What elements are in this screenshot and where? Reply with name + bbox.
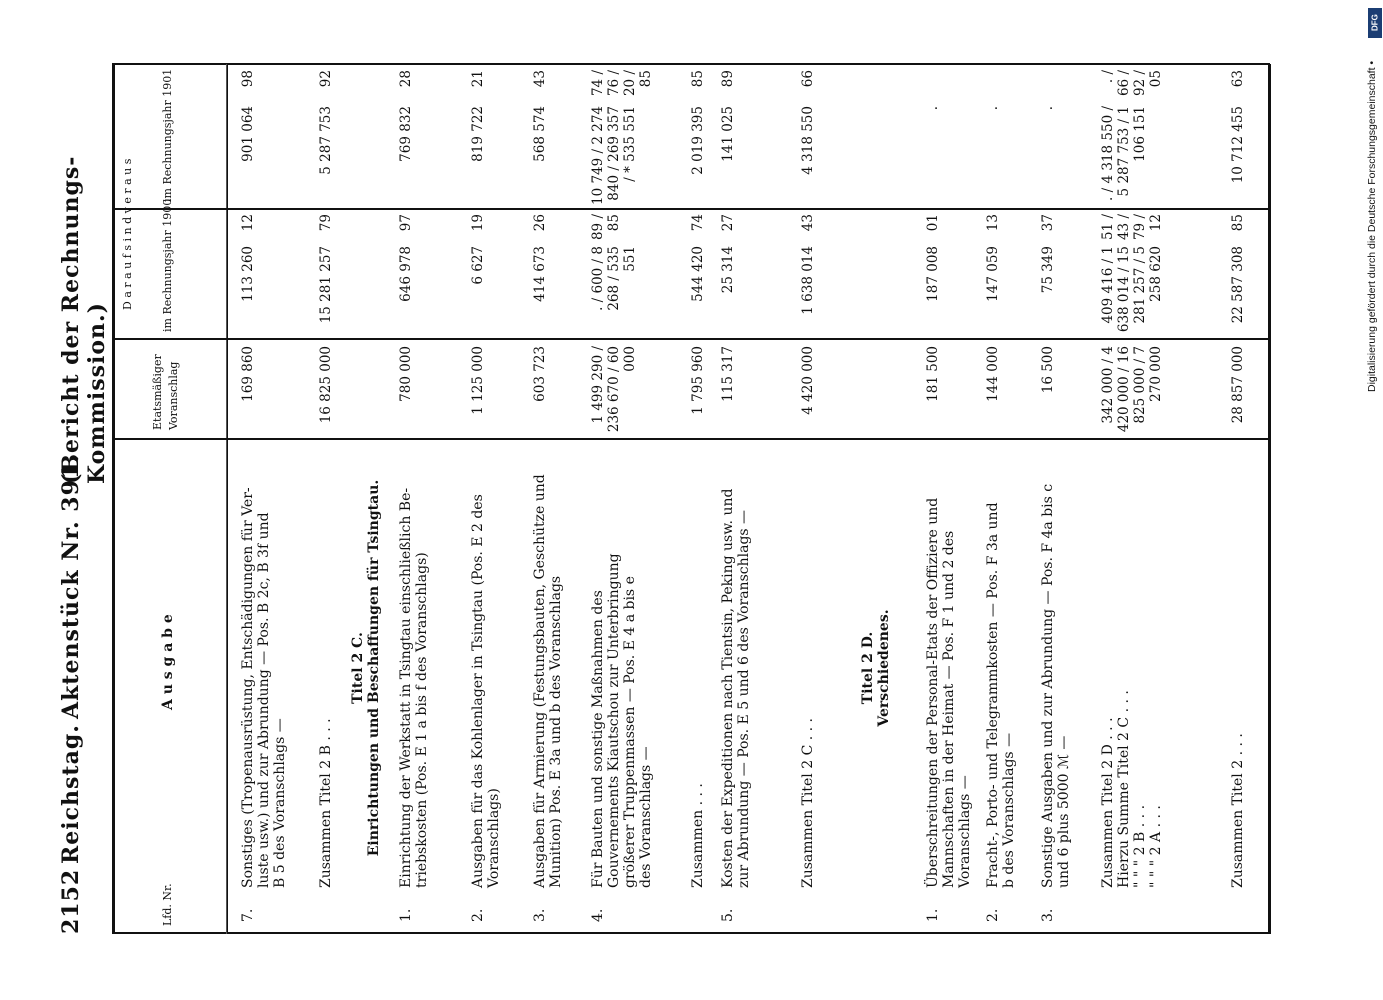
value-1901-mark: . / 4 318 550 / 5 287 753 / 1 106 151 (1100, 106, 1148, 201)
digitization-note: Digitalisierung gefördert durch die Deutsche Forschungsgemeinschaft • (1366, 60, 1378, 392)
col-sep-etat (112, 338, 1270, 340)
row-description (532, 448, 564, 888)
value-1900-mark: 1 638 014 (800, 246, 816, 315)
value-1900-pf: 79 (318, 214, 334, 232)
value-1901-mark: 141 025 (720, 106, 736, 162)
value-1901-pf: 66 (800, 70, 816, 88)
value-1900-mark: 646 978 (398, 246, 414, 302)
value-1901-mark: . (985, 106, 1001, 111)
page-header (58, 64, 110, 934)
description-line: größerer Truppenmassen — Pos. E 4 a bis e (622, 576, 638, 888)
value-1901-pf: 98 (240, 70, 256, 88)
value-1900-pf: 51 / 43 / 79 / 12 (1100, 214, 1164, 241)
value-1901-pf: 85 (690, 70, 706, 88)
row-number: 2. (470, 908, 486, 922)
etat-value: 1 795 960 (690, 346, 706, 415)
value-1900-mark: 544 420 (690, 246, 706, 302)
value-1901-mark: 5 287 753 (318, 106, 334, 175)
description-line: Gouvernements Kiautschou zur Unterbringung (606, 553, 622, 888)
etat-value: 16 825 000 (318, 346, 334, 424)
row-description (1100, 448, 1164, 888)
value-1900-mark: 6 627 (470, 246, 486, 285)
value-1901-pf: 74 / 76 / 20 / 85 (590, 70, 654, 97)
etat-value: 28 857 000 (1230, 346, 1246, 424)
description-line: Zusammen . . . (690, 783, 706, 888)
row-description (720, 448, 752, 888)
row-number: 2. (985, 908, 1001, 922)
value-1900-mark: 147 059 (985, 246, 1001, 302)
value-1900-pf: 97 (398, 214, 414, 232)
value-1901-mark: 568 574 (532, 106, 548, 162)
etat-value: 1 499 290 / 236 670 / 60 000 (590, 346, 638, 433)
col-header-darauf: D a r a u f s i n d v e r a u s (121, 158, 134, 310)
description-line: Ausgaben für Armierung (Festungsbauten, Geschütze und (532, 474, 548, 888)
value-1900-pf: 01 (925, 214, 941, 232)
row-description (985, 448, 1017, 888)
value-1901-mark: 4 318 550 (800, 106, 816, 175)
value-1900-pf: 19 (470, 214, 486, 232)
description-line: Verschiedenes. (876, 609, 892, 727)
value-1900-pf: 89 / 85 (590, 214, 622, 241)
row-description (398, 448, 430, 888)
col-header-1900: im Rechnungsjahr 1900 (161, 198, 174, 332)
description-line: triebskosten (Pos. E 1 a bis f des Voranschlags) (414, 552, 430, 888)
value-1900-mark: 75 349 (1040, 246, 1056, 294)
description-line: Zusammen Titel 2 D . . . (1100, 717, 1116, 888)
value-1901-pf: . / 66 / 92 / 05 (1100, 70, 1164, 97)
description-line: Für Bauten und sonstige Maßnahmen des (590, 590, 606, 888)
description-line: " " " 2 B . . . (1132, 804, 1148, 888)
value-1901-pf: 43 (532, 70, 548, 88)
col-sep-nr (226, 64, 227, 934)
etat-value: 181 500 (925, 346, 941, 402)
etat-value: 1 125 000 (470, 346, 486, 415)
description-line: des Voranschlags — (638, 746, 654, 888)
description-line: luste usw.) und zur Abrundung — Pos. B 2c, B 3f und (256, 512, 272, 888)
etat-value: 16 500 (1040, 346, 1056, 394)
row-description (240, 448, 288, 888)
value-1900-pf: 13 (985, 214, 1001, 232)
table-bottom-rule (1268, 64, 1271, 934)
value-1900-pf: 85 (1230, 214, 1246, 232)
value-1900-mark: . / 600 / 8 268 / 535 551 (590, 246, 638, 311)
value-1900-pf: 26 (532, 214, 548, 232)
value-1901-pf: 21 (470, 70, 486, 88)
col-header-etat: Etatsmäßiger Voranschlag (151, 354, 180, 430)
description-line: Mannschaften in der Heimat — Pos. F 1 und 2 des (941, 530, 957, 888)
value-1900-pf: 74 (690, 214, 706, 232)
description-line: " " " 2 A . . . (1148, 805, 1164, 888)
description-line: Voranschlags — (957, 775, 973, 888)
description-line: Fracht-, Porto- und Telegrammkosten — Pos. F 3a und (985, 502, 1001, 888)
value-1900-mark: 187 008 (925, 246, 941, 302)
value-1901-mark: 819 722 (470, 106, 486, 162)
row-description (800, 448, 816, 888)
row-description (690, 448, 706, 888)
row-number: 3. (532, 908, 548, 922)
value-1901-mark: 769 832 (398, 106, 414, 162)
description-line: Titel 2 D. (860, 631, 876, 705)
col-sep-1900 (112, 208, 1270, 210)
row-description (350, 448, 382, 888)
table-top-rule (112, 64, 115, 934)
value-1900-pf: 43 (800, 214, 816, 232)
row-number: 1. (925, 908, 941, 922)
header-document: Aktenstück Nr. 391. (58, 454, 84, 719)
etat-value: 4 420 000 (800, 346, 816, 415)
description-line: Sonstige Ausgaben und zur Abrundung — Pos. F 4a bis c (1040, 483, 1056, 888)
description-line: Einrichtungen und Beschaffungen für Tsingtau. (366, 479, 382, 857)
description-line: Zusammen Titel 2 B . . . (318, 718, 334, 888)
row-number: 1. (398, 908, 414, 922)
description-line: B 5 des Voranschlags — (272, 718, 288, 888)
page-number: 2152 (58, 868, 84, 934)
description-line: Kosten der Expeditionen nach Tientsin, Peking usw. und (720, 488, 736, 888)
value-1901-pf: 28 (398, 70, 414, 88)
row-description (470, 448, 502, 888)
col-sep-ausgabe (112, 438, 1270, 440)
value-1901-mark: . (1040, 106, 1056, 111)
etat-value: 115 317 (720, 346, 736, 402)
value-1900-mark: 409 416 / 1 638 014 / 15 281 257 / 5 258 620 (1100, 246, 1164, 333)
row-number: 5. (720, 908, 736, 922)
row-description (590, 448, 654, 888)
etat-value: 780 000 (398, 346, 414, 402)
table-right-rule (112, 63, 1270, 65)
description-line: Zusammen Titel 2 . . . (1230, 733, 1246, 888)
description-line: Zusammen Titel 2 C . . . (800, 717, 816, 888)
value-1900-mark: 25 314 (720, 246, 736, 294)
description-line: zur Abrundung — Pos. E 5 und 6 des Voranschlags — (736, 509, 752, 888)
description-line: Hierzu Summe Titel 2 C . . . (1116, 690, 1132, 888)
description-line: Voranschlags) (486, 788, 502, 888)
row-description (1230, 448, 1246, 888)
row-description (860, 448, 892, 888)
value-1900-pf: 37 (1040, 214, 1056, 232)
etat-value: 603 723 (532, 346, 548, 402)
description-line: und 6 plus 5000 ℳ — (1056, 735, 1072, 888)
row-description (925, 448, 973, 888)
description-line: Überschreitungen der Personal-Etats der Offiziere und (925, 497, 941, 888)
col-header-1901: im Rechnungsjahr 1901 (161, 68, 174, 202)
etat-value: 169 860 (240, 346, 256, 402)
value-1901-pf: 63 (1230, 70, 1246, 88)
row-number: 4. (590, 908, 606, 922)
etat-value: 342 000 / 4 420 000 / 16 825 000 / 7 270 000 (1100, 346, 1164, 433)
description-line: Sonstiges (Tropenausrüstung, Entschädigungen für Ver- (240, 487, 256, 888)
value-1900-mark: 414 673 (532, 246, 548, 302)
value-1901-mark: 901 064 (240, 106, 256, 162)
description-line: Munition) Pos. E 3a und b des Voranschlags (548, 575, 564, 888)
value-1900-mark: 113 260 (240, 246, 256, 302)
row-number: 3. (1040, 908, 1056, 922)
value-1901-pf: 89 (720, 70, 736, 88)
value-1901-pf: 92 (318, 70, 334, 88)
value-1901-mark: . (925, 106, 941, 111)
row-description (318, 448, 334, 888)
col-header-nr: Lfd. Nr. (161, 883, 174, 926)
value-1901-mark: 10 712 455 (1230, 106, 1246, 184)
value-1900-mark: 15 281 257 (318, 246, 334, 324)
row-description (1040, 448, 1072, 888)
description-line: b des Voranschlags — (1001, 732, 1017, 888)
description-line: Titel 2 C. (350, 632, 366, 704)
description-line: Einrichtung der Werkstatt in Tsingtau einschließlich Be- (398, 487, 414, 888)
row-number: 7. (240, 908, 256, 922)
value-1901-mark: 10 749 / 2 274 840 / 269 357 / * 535 551 (590, 106, 638, 206)
value-1901-mark: 2 019 395 (690, 106, 706, 175)
dfg-logo: DFG (1368, 8, 1382, 38)
col-header-ausgabe: A u s g a b e (160, 614, 176, 710)
etat-value: 144 000 (985, 346, 1001, 402)
value-1900-pf: 27 (720, 214, 736, 232)
header-left-title: Reichstag. (58, 724, 84, 864)
table-left-rule (112, 932, 1270, 934)
header-commission: (Bericht der Rechnungs-Kommission.) (58, 155, 110, 484)
value-1900-pf: 12 (240, 214, 256, 232)
value-1900-mark: 22 587 308 (1230, 246, 1246, 324)
description-line: Ausgaben für das Kohlenlager in Tsingtau (Pos. E 2 des (470, 494, 486, 888)
